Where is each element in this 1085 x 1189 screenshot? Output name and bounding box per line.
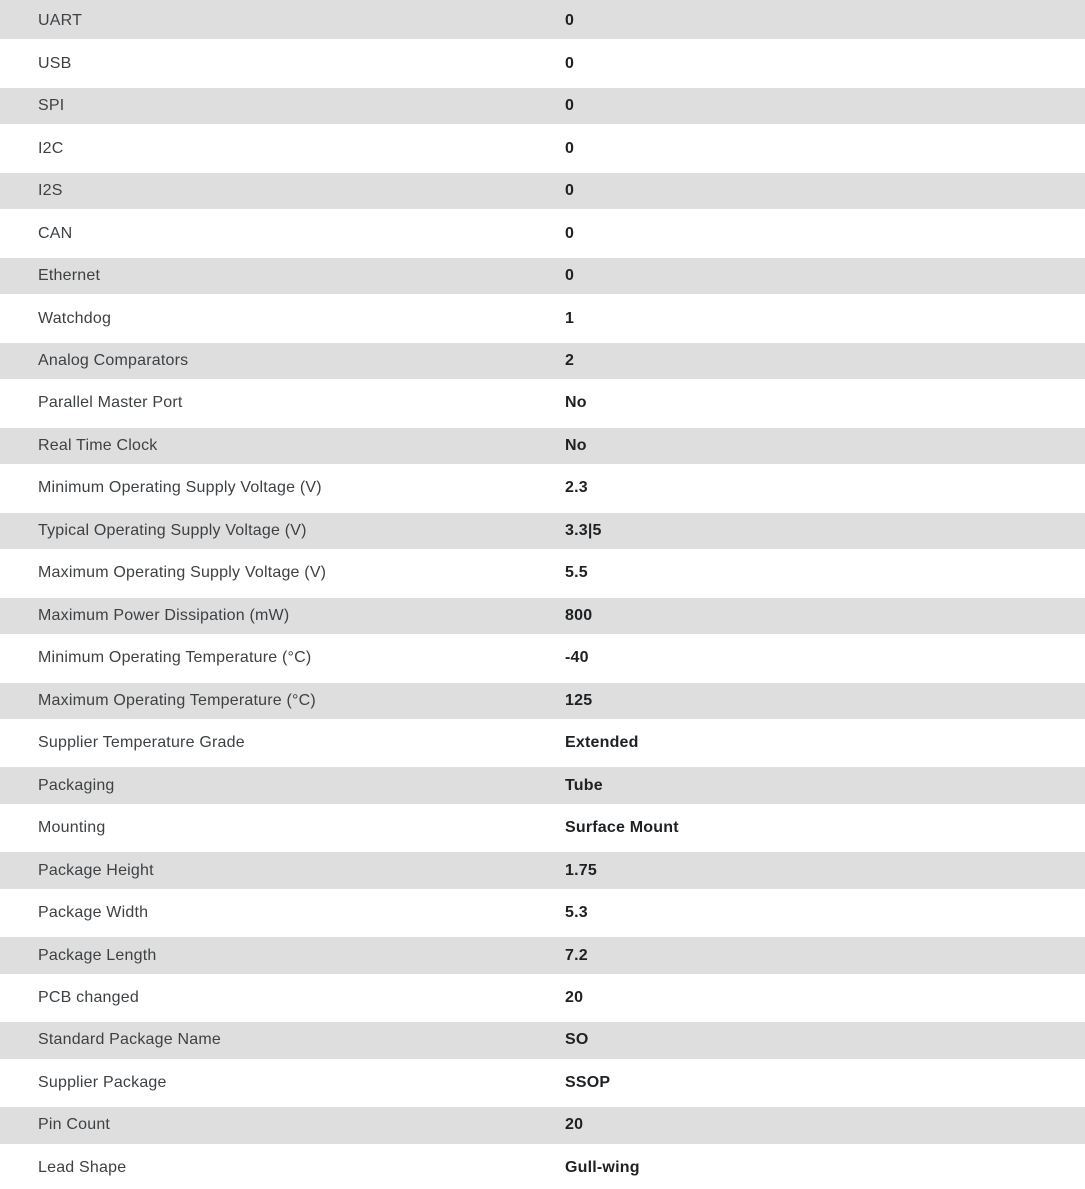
spec-row [0,212,1085,254]
spec-row [0,382,1085,424]
spec-row-value: 0 [565,267,575,285]
spec-row [0,637,1085,679]
spec-row-label: UART [38,12,83,30]
spec-row-label: Maximum Power Dissipation (mW) [38,606,290,624]
spec-row [0,934,1085,976]
spec-row-label: SPI [38,97,65,115]
spec-row-label: Watchdog [38,309,112,327]
spec-row-value: 0 [565,12,575,30]
spec-row [0,680,1085,722]
spec-row-value: 20 [565,989,584,1007]
spec-row-value: 1 [565,309,575,327]
spec-row [0,1019,1085,1061]
spec-row [0,1147,1085,1189]
spec-row-label: Maximum Operating Temperature (°C) [38,691,316,709]
spec-row [0,170,1085,212]
spec-row-value: 5.5 [565,564,588,582]
spec-row-value: 0 [565,54,575,72]
spec-row-label: I2S [38,182,63,200]
spec-row-value: Extended [565,734,639,752]
spec-row-value: 800 [565,606,593,624]
spec-row [0,297,1085,339]
spec-row [0,722,1085,764]
spec-row-label: Minimum Operating Temperature (°C) [38,649,312,667]
spec-row-label: Typical Operating Supply Voltage (V) [38,521,307,539]
spec-row [0,255,1085,297]
spec-row-value: -40 [565,649,589,667]
spec-row [0,552,1085,594]
spec-row-value: No [565,394,587,412]
spec-row [0,127,1085,169]
spec-row-value: Surface Mount [565,819,679,837]
spec-row-label: Package Height [38,861,154,879]
spec-row-value: 5.3 [565,904,588,922]
spec-row-label: Minimum Operating Supply Voltage (V) [38,479,322,497]
spec-row [0,85,1085,127]
spec-row-label: CAN [38,224,73,242]
spec-row [0,764,1085,806]
spec-row [0,1062,1085,1104]
spec-row-label: I2C [38,139,64,157]
spec-row-value: 125 [565,691,593,709]
spec-row [0,510,1085,552]
spec-row-label: Parallel Master Port [38,394,183,412]
spec-row [0,467,1085,509]
spec-row [0,807,1085,849]
spec-row [0,340,1085,382]
spec-row-value: SSOP [565,1073,611,1091]
spec-row-value: 0 [565,224,575,242]
spec-row-label: Pin Count [38,1116,111,1134]
spec-row-value: 2 [565,351,575,369]
spec-row-value: 0 [565,182,575,200]
spec-row-value: 2.3 [565,479,588,497]
spec-row-label: Lead Shape [38,1158,127,1176]
spec-row-label: Mounting [38,819,106,837]
spec-row-value: Gull-wing [565,1158,640,1176]
spec-row-label: Analog Comparators [38,351,189,369]
spec-row-value: 0 [565,139,575,157]
spec-row-value: 1.75 [565,861,597,879]
spec-row-label: Package Width [38,904,149,922]
spec-row-value: SO [565,1031,589,1049]
spec-row [0,595,1085,637]
spec-row [0,892,1085,934]
spec-row-value: 20 [565,1116,584,1134]
spec-row-label: Supplier Temperature Grade [38,734,245,752]
spec-row-label: PCB changed [38,989,139,1007]
spec-row-value: 3.3|5 [565,521,602,539]
spec-row-value: 0 [565,97,575,115]
spec-row-label: Maximum Operating Supply Voltage (V) [38,564,327,582]
spec-row [0,1104,1085,1146]
spec-row-value: No [565,436,587,454]
spec-row-label: Standard Package Name [38,1031,221,1049]
spec-row-label: USB [38,54,72,72]
spec-row [0,425,1085,467]
spec-row [0,0,1085,42]
spec-row [0,42,1085,84]
spec-row-label: Ethernet [38,267,101,285]
spec-row [0,849,1085,891]
spec-row-value: Tube [565,776,603,794]
spec-row [0,977,1085,1019]
spec-row-label: Real Time Clock [38,436,158,454]
spec-row-label: Package Length [38,946,157,964]
spec-row-value: 7.2 [565,946,588,964]
spec-row-label: Supplier Package [38,1073,167,1091]
spec-row-label: Packaging [38,776,115,794]
